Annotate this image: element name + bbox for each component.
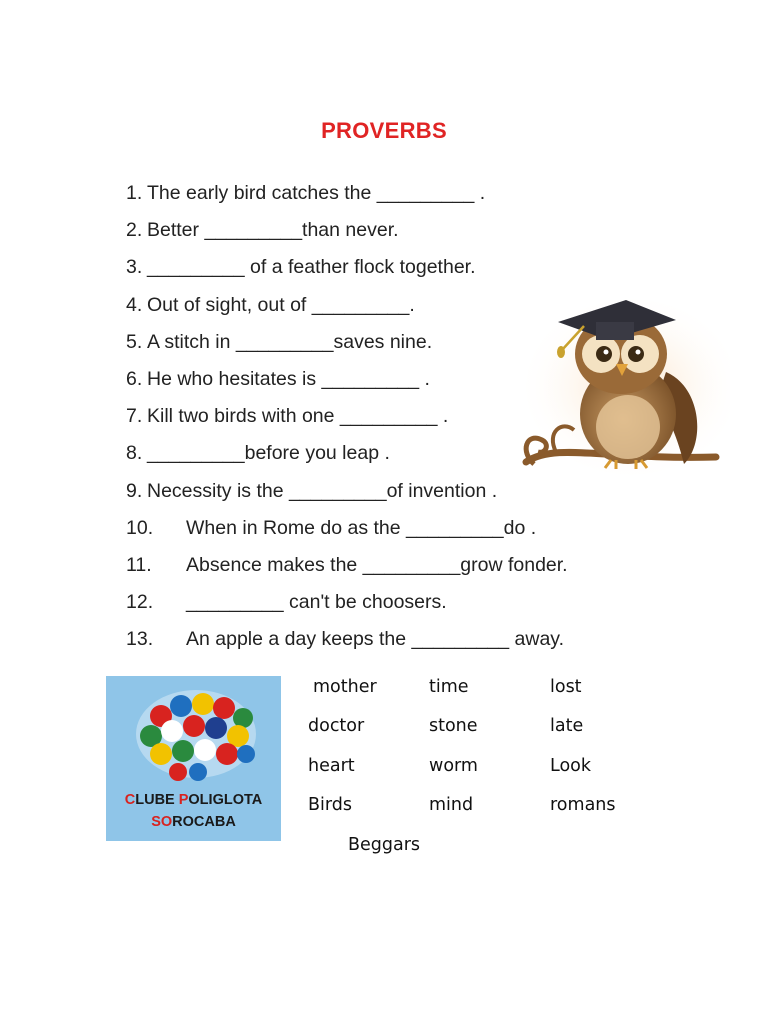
word-bank-item: doctor: [308, 716, 365, 736]
word-bank-item: late: [550, 716, 584, 736]
word-bank-item: time: [429, 677, 469, 697]
word-bank-item: mind: [429, 795, 474, 815]
proverb-number: 11.: [126, 554, 152, 576]
logo-line-2: SOROCABA: [151, 814, 236, 830]
proverb-text: The early bird catches the _________ .: [147, 182, 486, 204]
proverb-text: Out of sight, out of _________.: [147, 293, 415, 316]
word-bank-item: worm: [429, 756, 478, 776]
word-bank-item: lost: [550, 677, 582, 697]
proverb-text: He who hesitates is _________ .: [147, 368, 430, 390]
owl-graduate-illustration: [516, 292, 730, 476]
proverb-number: 4.: [126, 293, 143, 316]
proverb-text: Kill two birds with one _________ .: [147, 405, 449, 428]
page-title: PROVERBS: [321, 118, 447, 143]
word-bank-item: Beggars: [348, 835, 421, 855]
proverb-number: 10.: [126, 516, 154, 539]
word-bank-item: stone: [429, 716, 478, 736]
proverb-text: _________ can't be choosers.: [186, 591, 447, 614]
proverb-number: 8.: [126, 442, 143, 465]
proverb-number: 9.: [126, 479, 143, 502]
proverb-number: 5.: [126, 330, 143, 353]
logo-line-1: CLUBE POLIGLOTA: [124, 792, 263, 808]
proverb-text: _________before you leap .: [147, 442, 390, 465]
word-bank-item: Look: [550, 756, 591, 776]
proverb-text: Better _________than never.: [147, 219, 399, 242]
proverb-number: 2.: [126, 219, 143, 242]
clube-poliglota-logo: [106, 676, 281, 841]
proverb-number: 7.: [126, 405, 143, 428]
proverb-text: An apple a day keeps the _________ away.: [186, 628, 565, 651]
proverb-text: A stitch in _________saves nine.: [147, 330, 433, 353]
proverb-number: 12.: [126, 591, 154, 614]
flags-speech-bubble-icon: [106, 676, 281, 788]
word-bank-item: romans: [550, 795, 616, 815]
word-bank-item: mother: [313, 677, 377, 697]
proverb-text: Absence makes the _________grow fonder.: [186, 554, 568, 576]
word-bank-item: Birds: [308, 795, 352, 815]
proverb-text: Necessity is the _________of invention .: [147, 479, 498, 502]
proverb-number: 3.: [126, 256, 143, 279]
proverb-number: 1.: [126, 182, 143, 204]
proverb-number: 6.: [126, 368, 143, 390]
word-bank-item: heart: [308, 756, 355, 776]
proverb-text: When in Rome do as the _________do .: [186, 516, 537, 539]
proverb-text: _________ of a feather flock together.: [147, 256, 476, 279]
proverb-number: 13.: [126, 628, 154, 651]
